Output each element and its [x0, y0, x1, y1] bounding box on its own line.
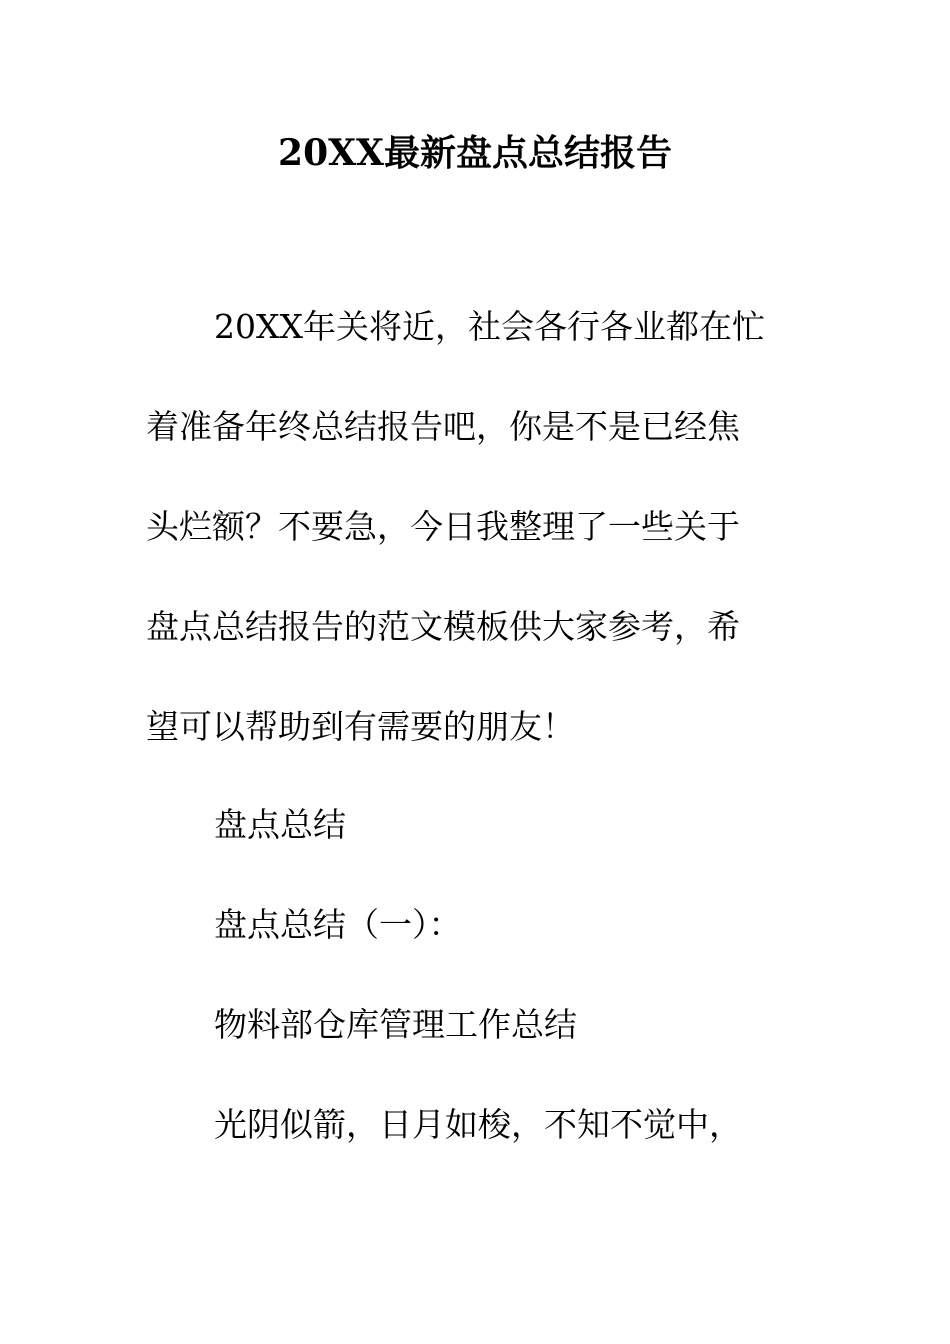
section-heading: 盘点总结 [214, 805, 346, 844]
subsection-heading: 盘点总结（一）： [214, 905, 462, 944]
intro-line-2: 着准备年终总结报告吧，你是不是已经焦 [146, 407, 740, 446]
intro-line-5: 望可以帮助到有需要的朋友！ [146, 707, 575, 746]
intro-line-4: 盘点总结报告的范文模板供大家参考，希 [146, 607, 740, 646]
body-line: 光阴似箭，日月如梭，不知不觉中， [214, 1105, 742, 1144]
document-title: 20XX最新盘点总结报告 [278, 132, 672, 174]
article-title: 物料部仓库管理工作总结 [214, 1005, 577, 1044]
intro-line-3: 头烂额？不要急，今日我整理了一些关于 [146, 507, 740, 546]
intro-line-1: 20XX年关将近，社会各行各业都在忙 [214, 307, 765, 346]
